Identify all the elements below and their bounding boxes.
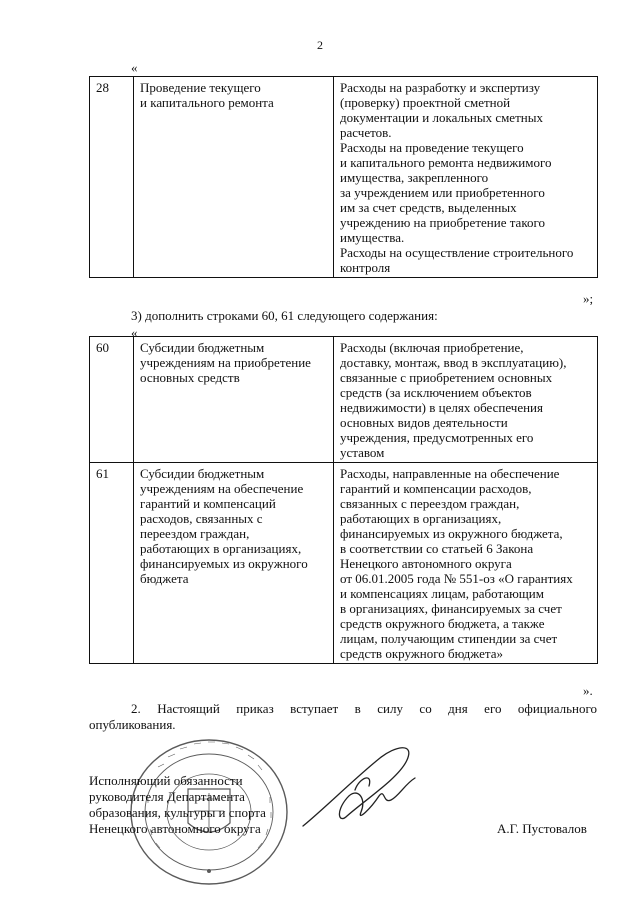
expense-description-line: связанные с приобретением основных	[340, 370, 553, 385]
expense-description-line: им за счет средств, выделенных	[340, 200, 517, 215]
page-number: 2	[317, 38, 323, 52]
expense-description-line: и капитального ремонта недвижимого	[340, 155, 552, 170]
item-2-line-2: опубликования.	[89, 717, 176, 732]
expense-description-cell	[334, 463, 598, 664]
expense-description-line: за учреждением или приобретенного	[340, 185, 545, 200]
table-expenses-28	[89, 76, 598, 278]
position-line: образования, культуры и спорта	[89, 805, 266, 820]
expense-description-line: документации и локальных сметных	[340, 110, 543, 125]
expense-description-line: доставку, монтаж, ввод в эксплуатацию),	[340, 355, 567, 370]
expense-description-line: лицам, получающим стипендии за счет	[340, 631, 558, 646]
expense-description-line: гарантий и компенсации расходов,	[340, 481, 532, 496]
expense-description-line: средств (за исключением объектов	[340, 385, 532, 400]
expense-description-line: учреждения, предусмотренных его	[340, 430, 534, 445]
handwritten-signature	[295, 738, 435, 838]
expense-description-line: Расходы, направленные на обеспечение	[340, 466, 560, 481]
expense-name-line: основных средств	[140, 370, 240, 385]
expense-description-line: (проверку) проектной сметной	[340, 95, 511, 110]
row-number-cell: 28	[90, 77, 134, 278]
expense-name-cell	[134, 337, 334, 463]
open-quote-2: «	[131, 325, 138, 340]
expense-description-line: Ненецкого автономного округа	[340, 556, 512, 571]
table-row	[90, 77, 598, 278]
close-quote-1: »;	[583, 291, 594, 306]
expense-name-cell	[134, 77, 334, 278]
table-subsidies-60-61	[89, 336, 598, 664]
expense-description-line: Расходы на осуществление строительного	[340, 245, 574, 260]
row-number-cell: 61	[90, 463, 134, 664]
expense-description-line: учреждению на приобретение такого	[340, 215, 545, 230]
expense-name-line: работающих в организациях,	[140, 541, 302, 556]
expense-description-cell	[334, 77, 598, 278]
expense-name-line: расходов, связанных с	[140, 511, 263, 526]
expense-description-line: в соответствии со статьей 6 Закона	[340, 541, 534, 556]
expense-name-line: и капитального ремонта	[140, 95, 274, 110]
row-number-cell: 60	[90, 337, 134, 463]
expense-name-line: Субсидии бюджетным	[140, 340, 265, 355]
expense-name-line: переездом граждан,	[140, 526, 250, 541]
expense-name-line: Проведение текущего	[140, 80, 261, 95]
signatory-position	[89, 773, 266, 837]
expense-description-line: основных видов деятельности	[340, 415, 508, 430]
expense-name-line: Субсидии бюджетным	[140, 466, 265, 481]
expense-description-line: средств окружного бюджета, а также	[340, 616, 545, 631]
table-row	[90, 337, 598, 463]
expense-description-line: от 06.01.2005 года № 551-оз «О гарантиях	[340, 571, 573, 586]
expense-description-line: Расходы (включая приобретение,	[340, 340, 524, 355]
position-line: руководителя Департамента	[89, 789, 245, 804]
close-quote-2: ».	[583, 683, 593, 698]
expense-description-line: Расходы на разработку и экспертизу	[340, 80, 541, 95]
expense-name-line: учреждениям на приобретение	[140, 355, 311, 370]
expense-description-line: имущества, закрепленного	[340, 170, 489, 185]
signatory-name: А.Г. Пустовалов	[497, 821, 587, 836]
expense-name-line: финансируемых из окружного	[140, 556, 308, 571]
expense-description-line: средств окружного бюджета»	[340, 646, 503, 661]
expense-description-line: имущества.	[340, 230, 405, 245]
expense-description-line: в организациях, финансируемых за счет	[340, 601, 562, 616]
table-row	[90, 463, 598, 664]
expense-description-line: финансируемых из окружного бюджета,	[340, 526, 563, 541]
expense-description-line: работающих в организациях,	[340, 511, 502, 526]
expense-description-line: расчетов.	[340, 125, 392, 140]
expense-name-line: учреждениям на обеспечение	[140, 481, 304, 496]
expense-description-line: и компенсациях лицам, работающим	[340, 586, 544, 601]
expense-name-cell	[134, 463, 334, 664]
position-line: Исполняющий обязанности	[89, 773, 243, 788]
open-quote-1: «	[131, 60, 138, 75]
expense-description-line: недвижимости) в целях обеспечения	[340, 400, 543, 415]
item-2-line-1: 2. Настоящий приказ вступает в силу со дня его официального	[131, 701, 597, 716]
expense-name-line: бюджета	[140, 571, 189, 586]
item-3-text: 3) дополнить строками 60, 61 следующего содержания:	[131, 308, 438, 323]
expense-description-line: контроля	[340, 260, 391, 275]
expense-description-line: Расходы на проведение текущего	[340, 140, 524, 155]
expense-description-cell	[334, 337, 598, 463]
expense-description-line: уставом	[340, 445, 385, 460]
expense-name-line: гарантий и компенсаций	[140, 496, 276, 511]
expense-description-line: связанных с переездом граждан,	[340, 496, 520, 511]
position-line: Ненецкого автономного округа	[89, 821, 261, 836]
